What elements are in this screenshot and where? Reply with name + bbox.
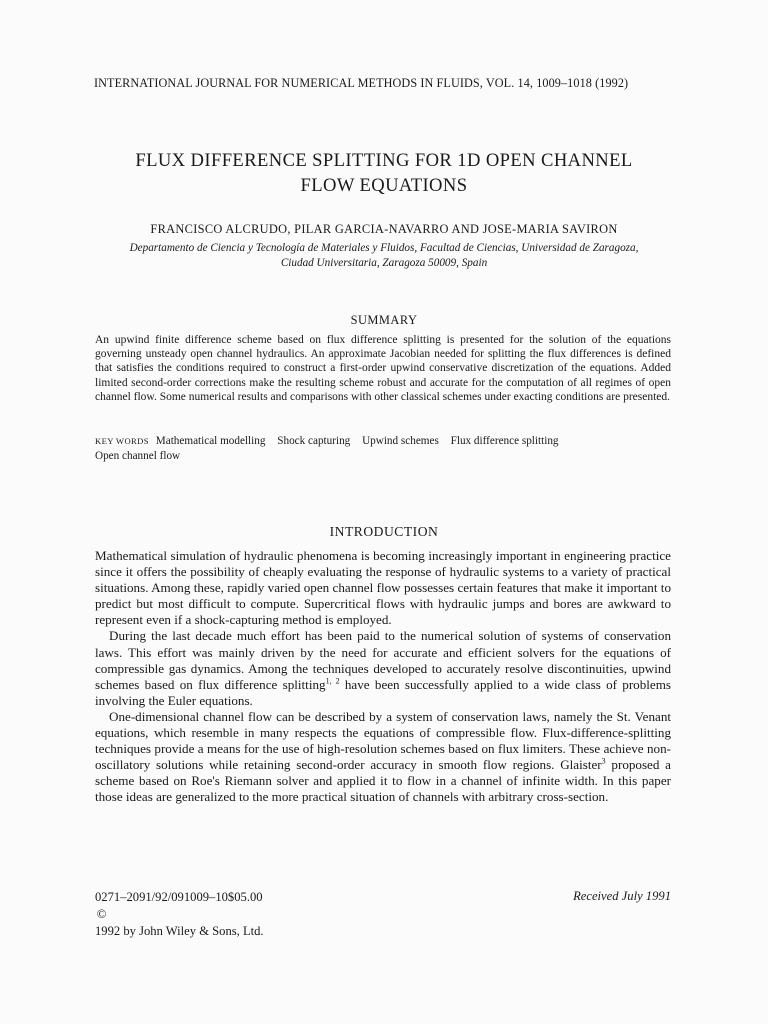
introduction-paragraph-2 [95,628,671,708]
keyword-item: Mathematical modelling [155,435,266,447]
keyword-item: Shock capturing [277,435,351,447]
paragraph-text: have been successfully applied to a wide class of problems involving the Euler equations. [95,676,672,708]
author-affiliation [60,241,708,270]
paragraph-text: During the last decade much effort has been paid to the numerical solution of systems of conservation laws. This effort was mainly driven by the need for accurate and efficient solvers for the equations of compressible gas dynamics. Among the techniques developed to accurately resolve discontinuities, upwind schemes based on flux difference splitting [95,628,671,692]
reference-superscript: 3 [601,756,606,766]
publication-info [95,889,455,940]
introduction-heading: INTRODUCTION [329,524,439,539]
summary-heading: SUMMARY [350,313,418,327]
reference-superscript: 1, 2 [325,676,340,686]
copyright-line [95,906,455,940]
keyword-item: Flux difference splitting [450,435,559,447]
paper-title [60,148,708,198]
author-list: FRANCISCO ALCRUDO, PILAR GARCIA-NAVARRO AND JOSE-MARIA SAVIRON [150,222,618,236]
paragraph-text: proposed a scheme based on Roe's Riemann solver and applied it to flow in a channel of infinite width. In this paper those ideas are generalized to the more practical situation of channels with arbitrary cross-section. [95,757,671,805]
introduction-paragraph-3 [95,709,671,806]
introduction-body [95,548,671,806]
keyword-item: Upwind schemes [362,435,439,447]
journal-header: INTERNATIONAL JOURNAL FOR NUMERICAL METHODS IN FLUIDS, VOL. 14, 1009–1018 (1992) [94,76,629,90]
copyright-text: 1992 by John Wiley & Sons, Ltd. [95,924,264,938]
received-date: Received July 1991 [573,889,671,903]
copyright-icon: © [96,907,107,921]
keywords-label: KEY WORDS [95,436,149,446]
summary-text: An upwind finite difference scheme based on flux difference splitting is presented for the solution of the equations governing unsteady open channel hydraulics. An approximate Jacobian needed for splitting the flux differences is defined that satisfies the conditions required to construct a first-order upwind conservative discretization of the equations. Added limited second-order corrections make the resulting scheme robust and accurate for the computation of all regimes of open channel flow. Some numerical results and comparisons with other classical schemes under exacting conditions are presented. [95,334,671,403]
affiliation-line-1: Departamento de Ciencia y Tecnología de Materiales y Fluidos, Facultad de Ciencias, Universidad de Zaragoza, [129,242,639,254]
publication-code: 0271–2091/92/091009–10$05.00 [95,890,263,904]
keyword-item: Open channel flow [95,449,181,462]
paper-title-line-1: FLUX DIFFERENCE SPLITTING FOR 1D OPEN CHANNEL [135,150,633,171]
paper-title-line-2: FLOW EQUATIONS [300,175,468,196]
affiliation-line-2: Ciudad Universitaria, Zaragoza 50009, Spain [280,256,488,269]
introduction-paragraph-1: Mathematical simulation of hydraulic phenomena is becoming increasingly important in engineering practice since it offers the possibility of cheaply evaluating the response of hydraulic systems to a variety of practical situations. Among these, rapidly varied open channel flow possesses certain features that make it important to predict but most difficult to compute. Supercritical flows with hydraulic jumps and bores are awkward to represent even if a shock-capturing method is employed. [95,548,671,628]
keywords [95,434,671,463]
paragraph-text: One-dimensional channel flow can be described by a system of conservation laws, namely the St. Venant equations, which resemble in many respects the equations of compressible flow. Flux-difference-splitting techniques provide a means for the use of high-resolution schemes based on flux limiters. These achieve non-oscillatory solutions while retaining second-order accuracy in smooth flow regions. Glaister [95,708,671,773]
